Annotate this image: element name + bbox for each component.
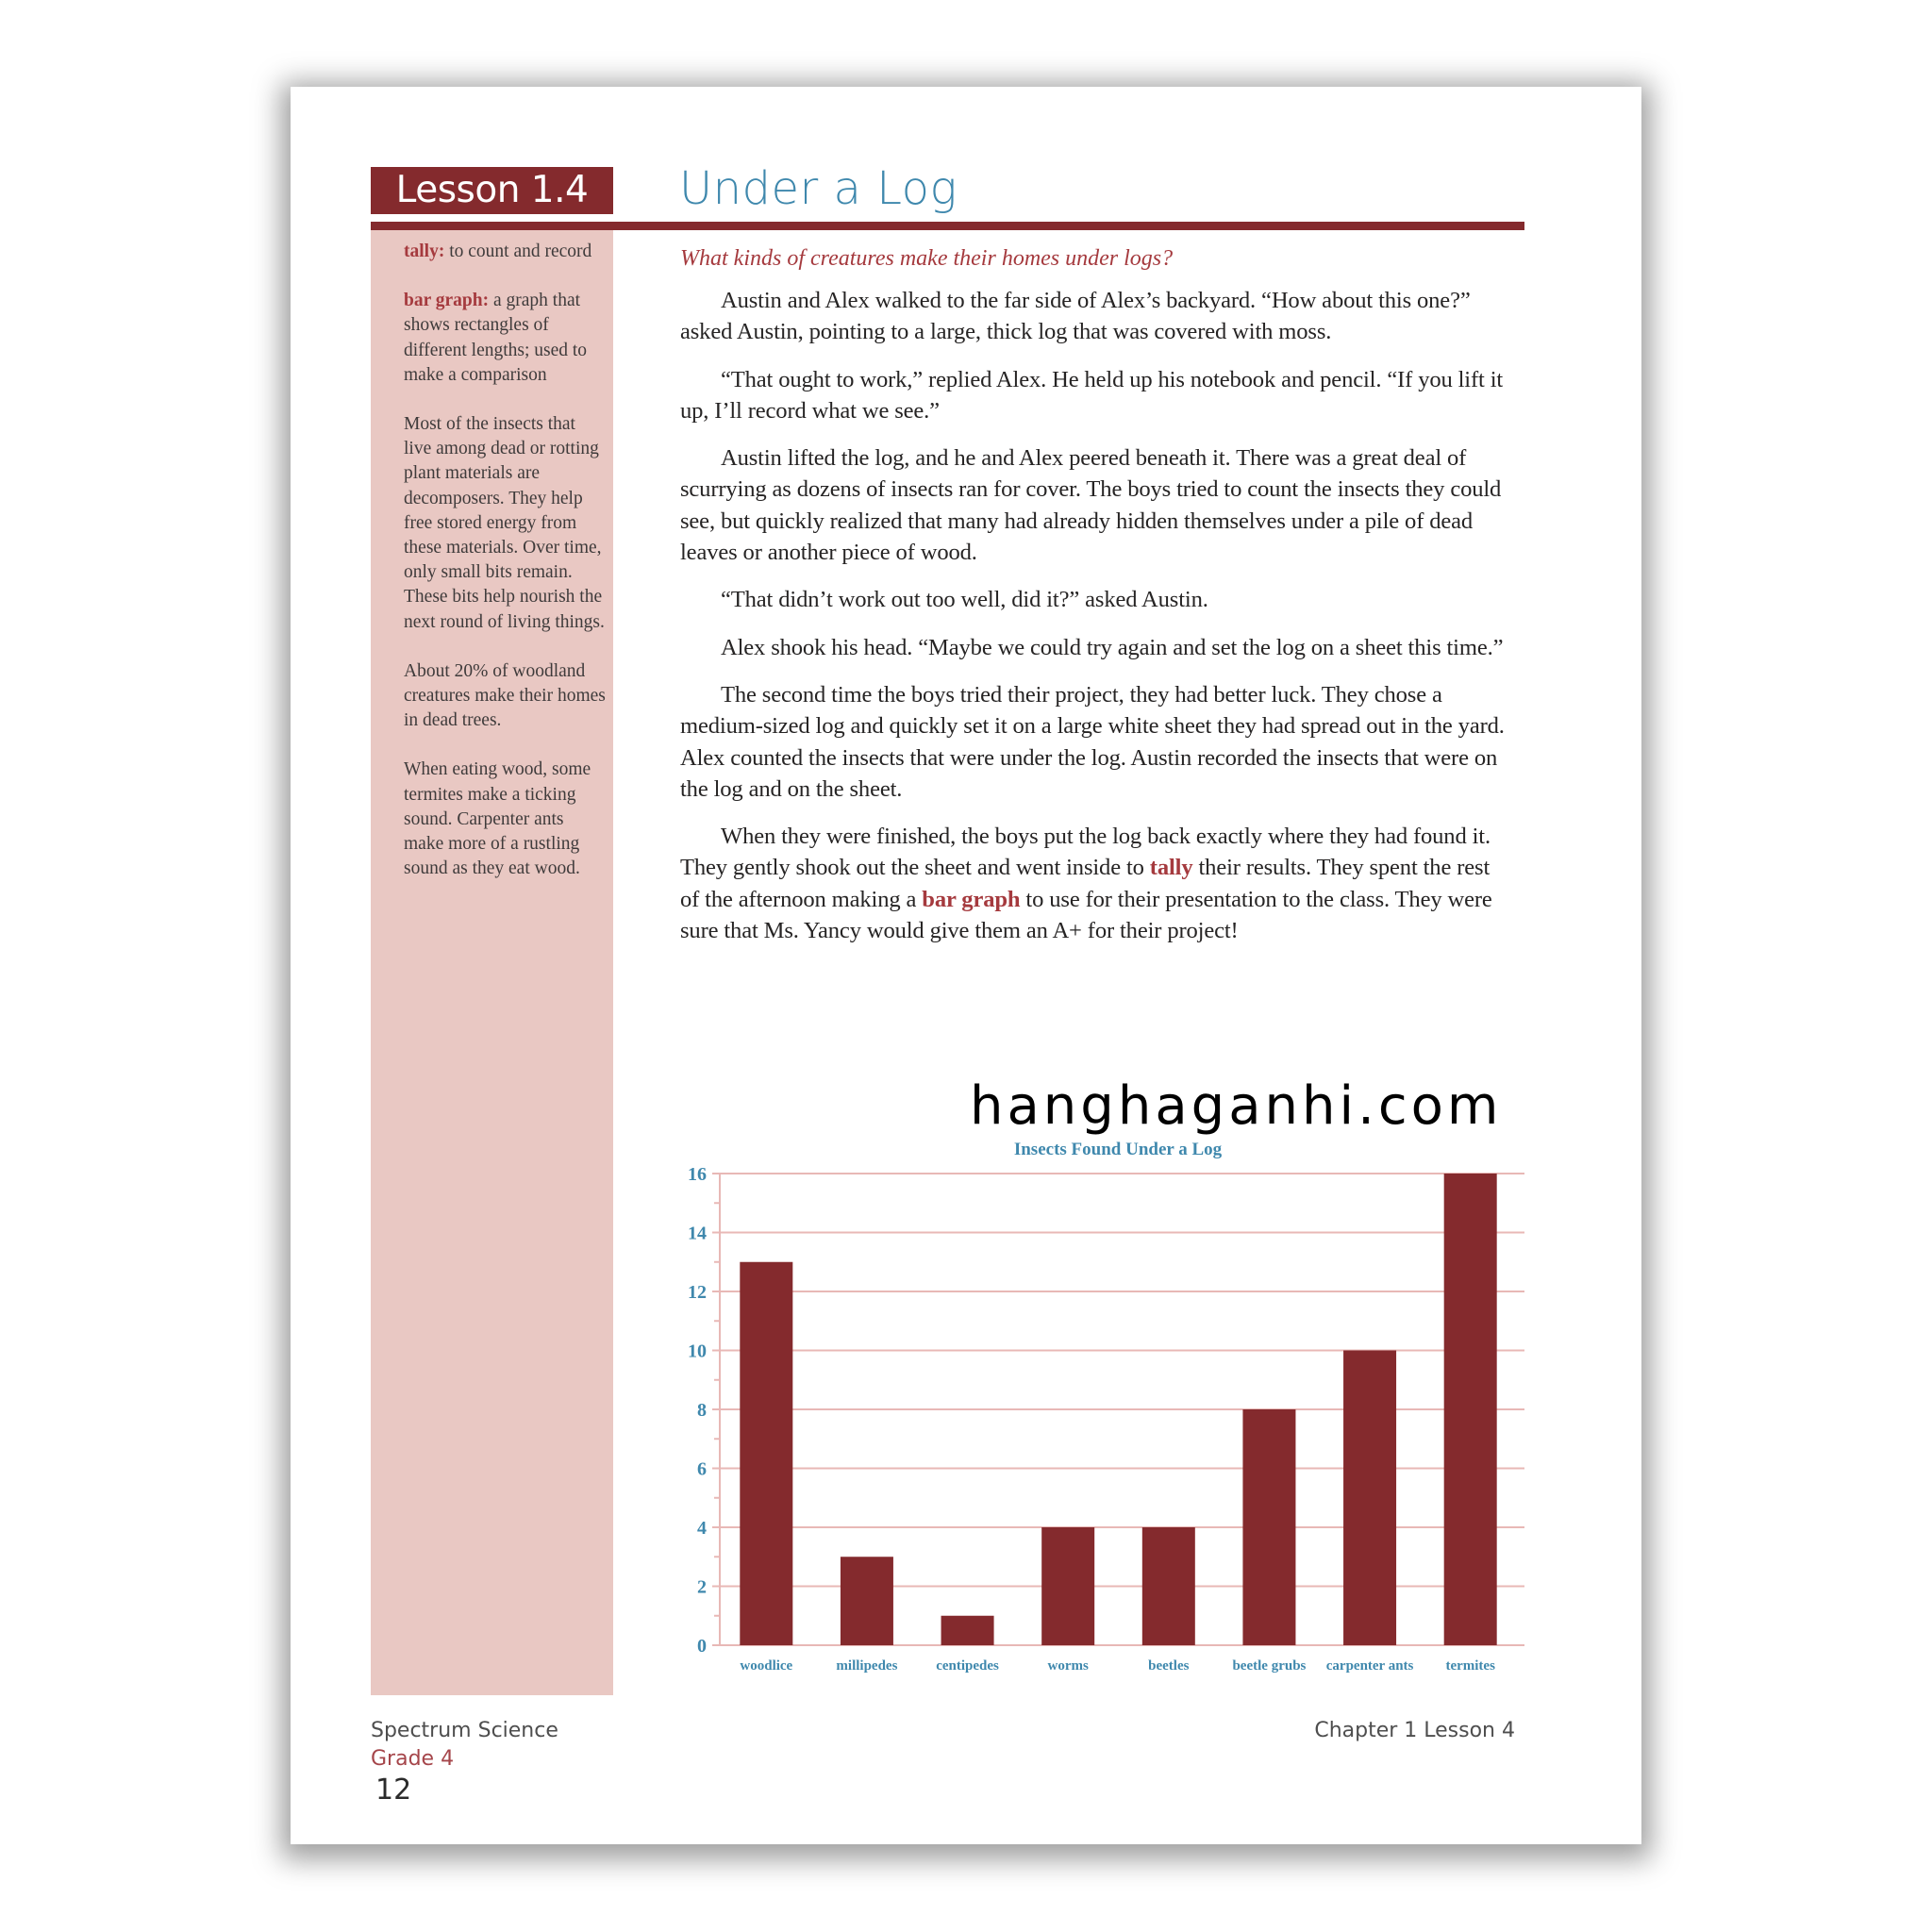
chart-bars — [740, 1174, 1496, 1645]
y-tick-label: 4 — [697, 1518, 707, 1539]
bar-worms — [1041, 1527, 1094, 1645]
story-paragraph: The second time the boys tried their project, they had better luck. They chose a medium-sized log and quickly set it on a large white sheet they had spread out in the yard. Alex counted the insects that were under the log. Austin recorded the insects that were on the log and on the sheet. — [680, 681, 1505, 802]
vocab-term-bar-graph: bar graph — [922, 886, 1021, 912]
sidebar — [371, 230, 613, 1695]
paragraph-text: their results. They spent the rest of the afternoon making a — [680, 855, 1491, 912]
lesson-number-badge: Lesson 1.4 — [371, 167, 613, 214]
sidebar-term: bar graph: — [404, 291, 490, 311]
y-tick-label: 2 — [697, 1576, 707, 1598]
sidebar-text: a graph that shows rectangles of different lengths; used to make a comparison — [404, 291, 588, 385]
guiding-question: What kinds of creatures make their homes under logs? — [680, 246, 1174, 271]
workbook-page — [291, 87, 1641, 1844]
y-tick-label: 0 — [697, 1636, 707, 1657]
x-tick-label: millipedes — [836, 1658, 898, 1674]
header-rule — [371, 222, 1524, 230]
story-paragraph: Austin lifted the log, and he and Alex peered beneath it. There was a great deal of scurrying as dozens of insects ran for cover. The boys tried to count the insects they could see, but quickly realized that many had already hidden themselves under a pile of dead leaves or another piece of wood. — [680, 445, 1502, 566]
sidebar-definition-tally — [404, 240, 607, 264]
story-paragraph-final — [680, 821, 1510, 946]
footer-chapter-lesson: Chapter 1 Lesson 4 — [1314, 1719, 1515, 1742]
y-tick-label: 10 — [688, 1341, 707, 1362]
footer-series-name: Spectrum Science — [371, 1719, 558, 1742]
x-tick-label: woodlice — [740, 1658, 793, 1674]
watermark: hanghaganhi.com — [970, 1075, 1503, 1137]
chart-title: Insects Found Under a Log — [1013, 1140, 1223, 1159]
sidebar-fact-decomposers: Most of the insects that live among dead or rotting plant materials are decomposers. They help free stored energy from these materials. Over time, only small bits remain. These bits help nourish the next round of living things. — [404, 414, 605, 632]
y-tick-label: 14 — [688, 1223, 707, 1244]
paragraph-text: When they were finished, the boys put the log back exactly where they had found it. They gently shook out the sheet and went inside to — [680, 824, 1491, 881]
story-paragraph: Austin and Alex walked to the far side of Alex’s backyard. “How about this one?” asked Austin, pointing to a large, thick log that was covered with moss. — [680, 288, 1471, 345]
x-tick-label: carpenter ants — [1325, 1658, 1414, 1674]
x-tick-label: beetle grubs — [1232, 1658, 1307, 1674]
main-text — [680, 244, 1510, 962]
footer-grade: Grade 4 — [371, 1747, 455, 1771]
bar-woodlice — [740, 1262, 792, 1645]
story-paragraph: Alex shook his head. “Maybe we could try again and set the log on a sheet this time.” — [721, 634, 1504, 660]
bar-termites — [1444, 1174, 1497, 1645]
x-tick-label: termites — [1445, 1658, 1495, 1674]
sidebar-text: to count and record — [444, 242, 592, 261]
paragraph-text: to use for their presentation to the class. They were sure that Ms. Yancy would give them an A+ for their project! — [680, 886, 1492, 944]
sidebar-definition-bar-graph — [404, 289, 607, 388]
x-tick-label: beetles — [1148, 1658, 1190, 1674]
bar-beetles — [1142, 1527, 1195, 1645]
y-tick-label: 6 — [697, 1458, 707, 1480]
y-tick-label: 12 — [688, 1282, 707, 1303]
story-paragraph: “That ought to work,” replied Alex. He held up his notebook and pencil. “If you lift it up, I’ll record what we see.” — [680, 366, 1504, 424]
x-tick-label: centipedes — [936, 1658, 999, 1674]
chart-gridlines — [712, 1174, 1524, 1645]
lesson-title: Under a Log — [679, 162, 958, 215]
y-axis-ticks — [688, 1164, 707, 1657]
sidebar-fact-sounds: When eating wood, some termites make a ticking sound. Carpenter ants make more of a rustling sound as they eat wood. — [404, 759, 591, 879]
bar-millipedes — [841, 1557, 893, 1645]
y-tick-label: 8 — [697, 1400, 707, 1421]
bar-beetle-grubs — [1242, 1409, 1295, 1645]
bar-carpenter-ants — [1343, 1351, 1396, 1646]
y-tick-label: 16 — [688, 1164, 707, 1185]
page-number: 12 — [375, 1774, 412, 1807]
sidebar-fact-woodland: About 20% of woodland creatures make their homes in dead trees. — [404, 660, 606, 731]
x-tick-label: worms — [1047, 1658, 1089, 1674]
bar-centipedes — [941, 1616, 994, 1645]
x-axis-labels — [740, 1658, 1495, 1674]
vocab-term-tally: tally — [1149, 855, 1193, 881]
story-paragraph: “That didn’t work out too well, did it?” asked Austin. — [721, 587, 1208, 613]
sidebar-term: tally: — [404, 242, 445, 261]
